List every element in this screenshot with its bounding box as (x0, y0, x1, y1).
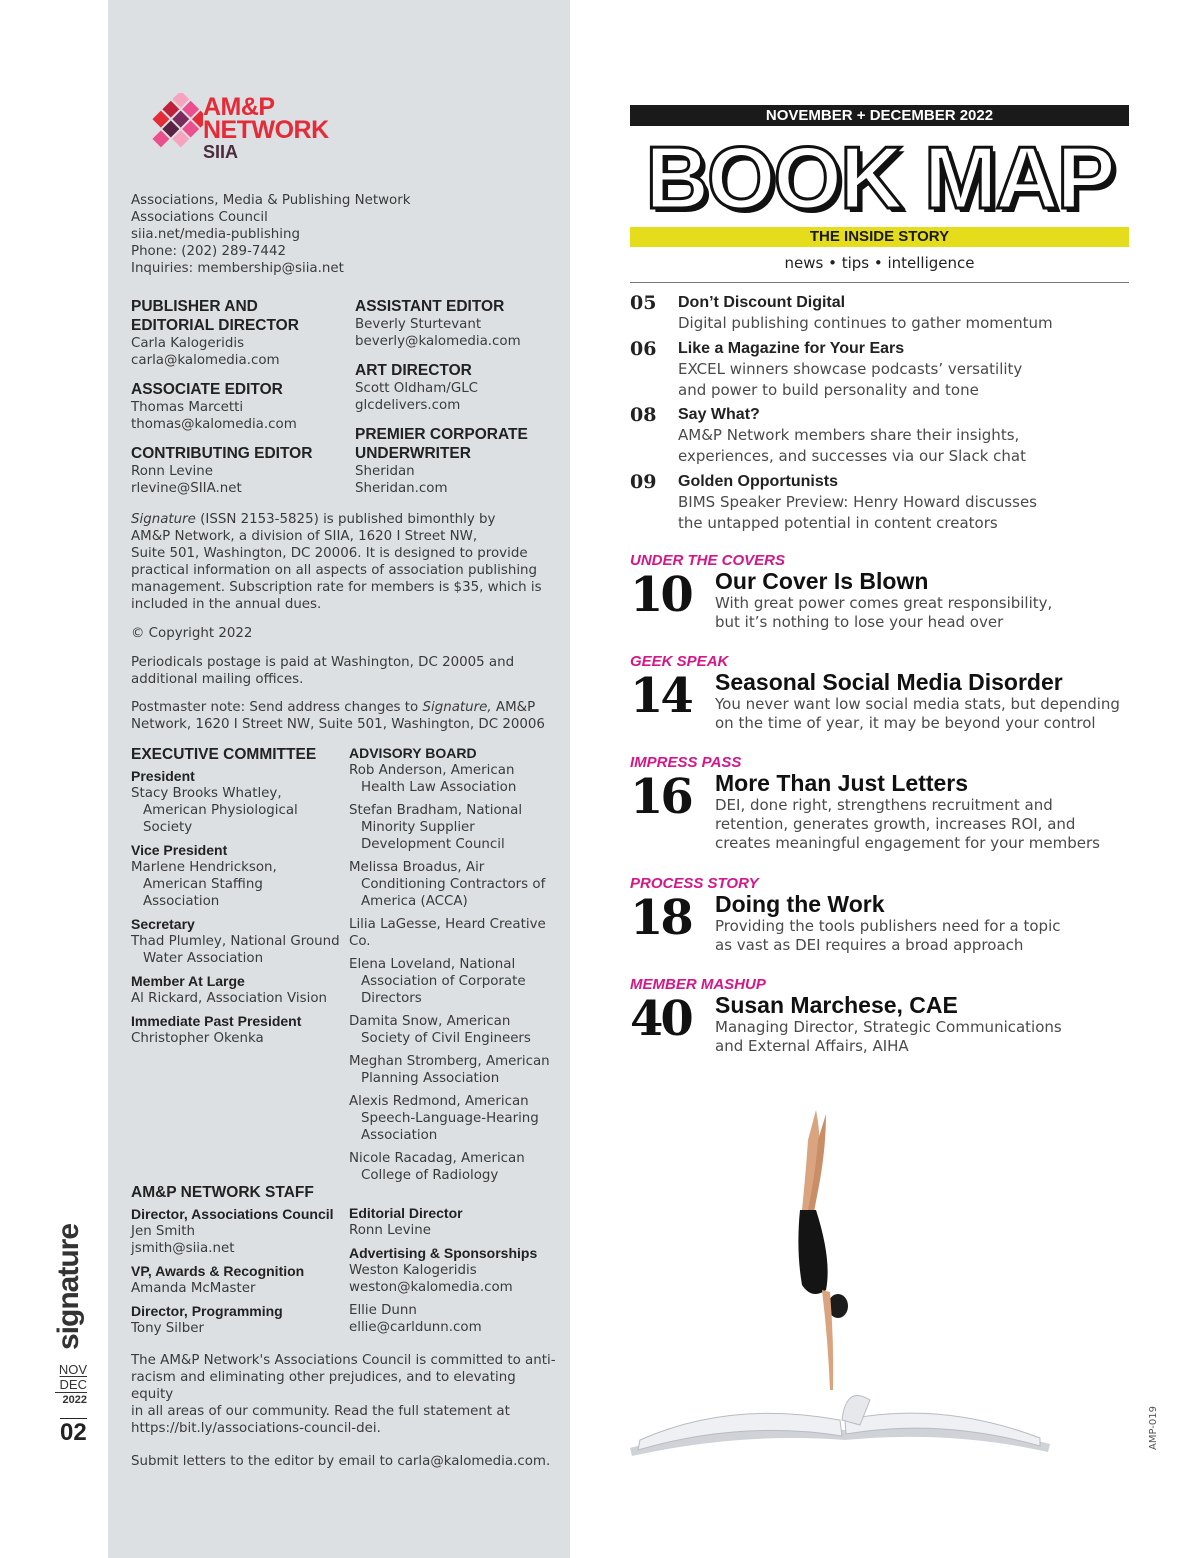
art-director-site[interactable]: glcdelivers.com (355, 398, 461, 413)
legal-text: Postmaster note: Send address changes to (131, 700, 423, 715)
contact-phone: Phone: (202) 289-7442 (131, 244, 286, 259)
advisory-line: Health Law Association (361, 780, 517, 795)
publication-name: Signature (131, 512, 196, 527)
committee-name-line: Marlene Hendrickson, (131, 860, 277, 875)
underwriter-heading: PREMIER CORPORATE (355, 426, 528, 443)
associate-editor-heading: ASSOCIATE EDITOR (131, 381, 283, 398)
section-label: PROCESS STORY (630, 875, 759, 892)
staff-line: Ellie Dunn (349, 1303, 417, 1318)
feature-page-number: 40 (630, 991, 691, 1047)
staff-member (349, 1245, 564, 1296)
executive-committee-heading: EXECUTIVE COMMITTEE (131, 746, 317, 763)
contributing-editor-name: Ronn Levine (131, 464, 213, 479)
feature-description: on the time of year, it may be beyond your control (715, 714, 1096, 732)
committee-name-line: American Physiological (143, 803, 298, 818)
legal-text: Periodicals postage is paid at Washington, DC 20005 and (131, 655, 515, 670)
underwriter-heading-2: UNDERWRITER (355, 445, 471, 462)
staff-role: Director, Associations Council (131, 1206, 334, 1222)
staff-line[interactable]: jsmith@siia.net (131, 1241, 235, 1256)
advisory-member (349, 956, 564, 1007)
issue-year: 2022 (55, 1392, 87, 1408)
feature-page-number: 18 (630, 890, 691, 946)
feature-item[interactable] (630, 552, 1130, 652)
toc-title: Golden Opportunists (678, 473, 838, 490)
advisory-line: Nicole Racadag, American (349, 1151, 525, 1166)
inside-story-bar: THE INSIDE STORY (630, 227, 1129, 247)
feature-description: You never want low social media stats, but depending (715, 695, 1120, 713)
staff-line[interactable]: ellie@carldunn.com (349, 1320, 482, 1335)
page-margin (0, 0, 108, 1558)
feature-description: but it’s nothing to lose your head over (715, 613, 1004, 631)
toc-description: EXCEL winners showcase podcasts’ versatility (678, 360, 1023, 378)
advisory-line: Minority Supplier (361, 820, 475, 835)
staff-line: Ronn Levine (349, 1223, 431, 1238)
issue-month-1: NOV (58, 1362, 87, 1377)
staff-line[interactable]: weston@kalomedia.com (349, 1280, 513, 1295)
statement-line: in all areas of our community. Read the full statement at (131, 1404, 510, 1419)
feature-description: as vast as DEI requires a broad approach (715, 936, 1024, 954)
contact-website[interactable]: siia.net/media-publishing (131, 227, 301, 242)
art-director-name: Scott Oldham/GLC (355, 381, 479, 396)
publisher-heading-2: EDITORIAL DIRECTOR (131, 317, 299, 334)
legal-text: Network, 1620 I Street NW, Suite 501, Washington, DC 20006 (131, 717, 545, 732)
contact-email[interactable]: Inquiries: membership@siia.net (131, 261, 344, 276)
underwriter-name: Sheridan (355, 464, 415, 479)
advisory-line: Alexis Redmond, American (349, 1094, 529, 1109)
amp-network-logo-text (203, 93, 329, 162)
divider (630, 282, 1129, 283)
staff-heading: AM&P NETWORK STAFF (131, 1184, 314, 1201)
advisory-line: America (ACCA) (361, 894, 468, 909)
associate-editor-name: Thomas Marcetti (131, 400, 244, 415)
staff-role: Director, Programming (131, 1303, 283, 1319)
amp-network-logo-icon (133, 93, 203, 169)
page-number: 02 (60, 1419, 87, 1446)
contributing-editor-email[interactable]: rlevine@SIIA.net (131, 481, 242, 496)
toc-description: Digital publishing continues to gather momentum (678, 314, 1053, 332)
feature-description: Managing Director, Strategic Communications (715, 1018, 1062, 1036)
committee-member (131, 842, 346, 910)
committee-name-line: Stacy Brooks Whatley, (131, 786, 282, 801)
underwriter-site[interactable]: Sheridan.com (355, 481, 448, 496)
advisory-member (349, 1150, 564, 1184)
advisory-member (349, 762, 564, 796)
advisory-line: Directors (361, 991, 422, 1006)
advisory-member (349, 802, 564, 853)
committee-member (131, 1013, 346, 1047)
feature-item[interactable] (630, 875, 1130, 975)
committee-name-line: American Staffing (143, 877, 263, 892)
feature-page-number: 10 (630, 567, 691, 623)
committee-role: President (131, 768, 195, 784)
staff-member (131, 1263, 346, 1297)
advisory-member (349, 1053, 564, 1087)
book-map-title: BOOK MAP (645, 128, 1114, 227)
toc-title: Say What? (678, 406, 760, 423)
toc-page-number: 09 (630, 471, 657, 493)
staff-right (349, 1205, 564, 1336)
advisory-line: Association of Corporate (361, 974, 526, 989)
advisory-member (349, 916, 564, 950)
staff-member (349, 1205, 564, 1239)
staff-line: Jen Smith (131, 1224, 195, 1239)
committee-name-line: Al Rickard, Association Vision (131, 991, 327, 1006)
committee-name-line: Christopher Okenka (131, 1031, 264, 1046)
section-label: MEMBER MASHUP (630, 976, 766, 993)
statement-line: The AM&P Network's Associations Council is committed to anti- (131, 1353, 556, 1368)
publisher-heading: PUBLISHER AND (131, 298, 258, 315)
committee-name-line: Society (143, 820, 193, 835)
legal-text: practical information on all aspects of association publishing (131, 563, 538, 578)
legal-text: AM&P (491, 700, 536, 715)
committee-role: Vice President (131, 842, 228, 858)
logo-line-2: NETWORK (203, 116, 329, 144)
ad-code: AMP-019 (1148, 1406, 1159, 1450)
publisher-name: Carla Kalogeridis (131, 336, 245, 351)
advisory-line: Planning Association (361, 1071, 500, 1086)
staff-line: Tony Silber (131, 1321, 204, 1336)
assistant-editor-email[interactable]: beverly@kalomedia.com (355, 334, 521, 349)
legal-block (131, 511, 561, 733)
feature-description: With great power comes great responsibility, (715, 594, 1053, 612)
associate-editor-email[interactable]: thomas@kalomedia.com (131, 417, 297, 432)
toc-item[interactable] (630, 404, 1129, 464)
contact-block (131, 192, 411, 277)
toc-page-number: 08 (630, 404, 657, 426)
section-label: IMPRESS PASS (630, 754, 742, 771)
legal-text: Suite 501, Washington, DC 20006. It is designed to provide (131, 546, 528, 561)
advisory-line: Speech-Language-Hearing (361, 1111, 539, 1126)
staff-member (131, 1206, 346, 1257)
feature-description: DEI, done right, strengthens recruitment and (715, 796, 1053, 814)
advisory-line: Meghan Stromberg, American (349, 1054, 550, 1069)
assistant-editor-name: Beverly Sturtevant (355, 317, 482, 332)
advisory-line: Lilia LaGesse, Heard Creative Co. (349, 917, 546, 949)
committee-name-line: Thad Plumley, National Ground (131, 934, 340, 949)
logo-line-1: AM&P (203, 93, 275, 121)
committee-name-line: Water Association (143, 951, 264, 966)
advisory-line: Association (361, 1128, 438, 1143)
advisory-line: Rob Anderson, American (349, 763, 515, 778)
feature-description: Providing the tools publishers need for a topic (715, 917, 1061, 935)
logo-line-3: SIIA (203, 142, 239, 162)
toc-description: experiences, and successes via our Slack chat (678, 447, 1026, 465)
committee-role: Member At Large (131, 973, 245, 989)
issue-month-2: $\overline{DEC}$ (59, 1377, 87, 1392)
submit-letters: Submit letters to the editor by email to carla@kalomedia.com. (131, 1454, 551, 1469)
feature-page-number: 14 (630, 668, 691, 724)
advisory-line: Melissa Broadus, Air (349, 860, 485, 875)
advisory-line: Conditioning Contractors of (361, 877, 546, 892)
contact-line: Associations, Media & Publishing Network (131, 193, 411, 208)
magazine-brand: signature (52, 1223, 85, 1350)
feature-item[interactable] (630, 653, 1130, 753)
statement-link[interactable]: https://bit.ly/associations-council-dei. (131, 1421, 381, 1436)
toc-title: Don’t Discount Digital (678, 294, 846, 311)
publication-name: Signature, (422, 700, 492, 715)
dei-statement (131, 1352, 561, 1470)
toc-page-number: 06 (630, 338, 657, 360)
staff-role: Advertising & Sponsorships (349, 1245, 538, 1261)
masthead-left (131, 297, 346, 497)
publisher-email[interactable]: carla@kalomedia.com (131, 353, 280, 368)
advisory-line: Society of Civil Engineers (361, 1031, 531, 1046)
statement-line: racism and eliminating other prejudices, and to elevating equity (131, 1370, 516, 1402)
advisory-line: Development Council (361, 837, 505, 852)
advisory-member (349, 1013, 564, 1047)
advisory-board-heading: ADVISORY BOARD (349, 745, 477, 761)
staff-role: VP, Awards & Recognition (131, 1263, 305, 1279)
committee-member (131, 973, 346, 1007)
feature-title: Doing the Work (715, 891, 885, 917)
feature-description: retention, generates growth, increases ROI, and (715, 815, 1076, 833)
section-label: UNDER THE COVERS (630, 552, 786, 569)
art-director-heading: ART DIRECTOR (355, 362, 472, 379)
feature-title: Susan Marchese, CAE (715, 992, 958, 1018)
feature-title: Our Cover Is Blown (715, 568, 929, 594)
feature-description: and External Affairs, AIHA (715, 1037, 909, 1055)
assistant-editor-heading: ASSISTANT EDITOR (355, 298, 505, 315)
masthead-right (355, 297, 565, 497)
advisory-line: College of Radiology (361, 1168, 499, 1183)
advisory-line: Elena Loveland, National (349, 957, 516, 972)
committee-member (131, 768, 346, 836)
staff-member (131, 1303, 346, 1337)
feature-description: creates meaningful engagement for your members (715, 834, 1100, 852)
toc-item[interactable] (630, 471, 1129, 531)
advisory-line: Stefan Bradham, National (349, 803, 523, 818)
diver-into-book-image (620, 1100, 1060, 1460)
staff-left (131, 1183, 346, 1337)
staff-line: Weston Kalogeridis (349, 1263, 477, 1278)
feature-item[interactable] (630, 754, 1130, 854)
legal-text: management. Subscription rate for members is $35, which is (131, 580, 542, 595)
toc-page-number: 05 (630, 292, 657, 314)
legal-text: included in the annual dues. (131, 597, 322, 612)
committee-role: Secretary (131, 916, 195, 932)
feature-page-number: 16 (630, 769, 691, 825)
committee-name-line: Association (143, 894, 220, 909)
committee-member (131, 916, 346, 967)
committee-role: Immediate Past President (131, 1013, 302, 1029)
advisory-member (349, 859, 564, 910)
issue-date-bar: NOVEMBER + DECEMBER 2022 (630, 105, 1129, 126)
advisory-board (349, 745, 564, 1184)
issue-date (55, 1362, 87, 1408)
toc-title: Like a Magazine for Your Ears (678, 340, 905, 357)
feature-item[interactable] (630, 976, 1130, 1076)
contact-line: Associations Council (131, 210, 268, 225)
toc-item[interactable] (630, 338, 1129, 398)
staff-member (349, 1302, 564, 1336)
advisory-line: Damita Snow, American (349, 1014, 511, 1029)
executive-committee (131, 745, 346, 1047)
legal-text: additional mailing offices. (131, 672, 304, 687)
copyright: © Copyright 2022 (131, 626, 253, 641)
toc-description: AM&P Network members share their insights, (678, 426, 1020, 444)
toc-description: BIMS Speaker Preview: Henry Howard discusses (678, 493, 1037, 511)
advisory-member (349, 1093, 564, 1144)
legal-text: (ISSN 2153-5825) is published bimonthly by (195, 512, 496, 527)
toc-description: and power to build personality and tone (678, 381, 979, 399)
feature-title: Seasonal Social Media Disorder (715, 669, 1063, 695)
toc-description: the untapped potential in content creators (678, 514, 998, 532)
legal-text: AM&P Network, a division of SIIA, 1620 I Street NW, (131, 529, 478, 544)
tagline: news • tips • intelligence (784, 254, 975, 272)
contributing-editor-heading: CONTRIBUTING EDITOR (131, 445, 313, 462)
section-label: GEEK SPEAK (630, 653, 729, 670)
staff-line: Amanda McMaster (131, 1281, 256, 1296)
feature-title: More Than Just Letters (715, 770, 969, 796)
staff-role: Editorial Director (349, 1205, 463, 1221)
